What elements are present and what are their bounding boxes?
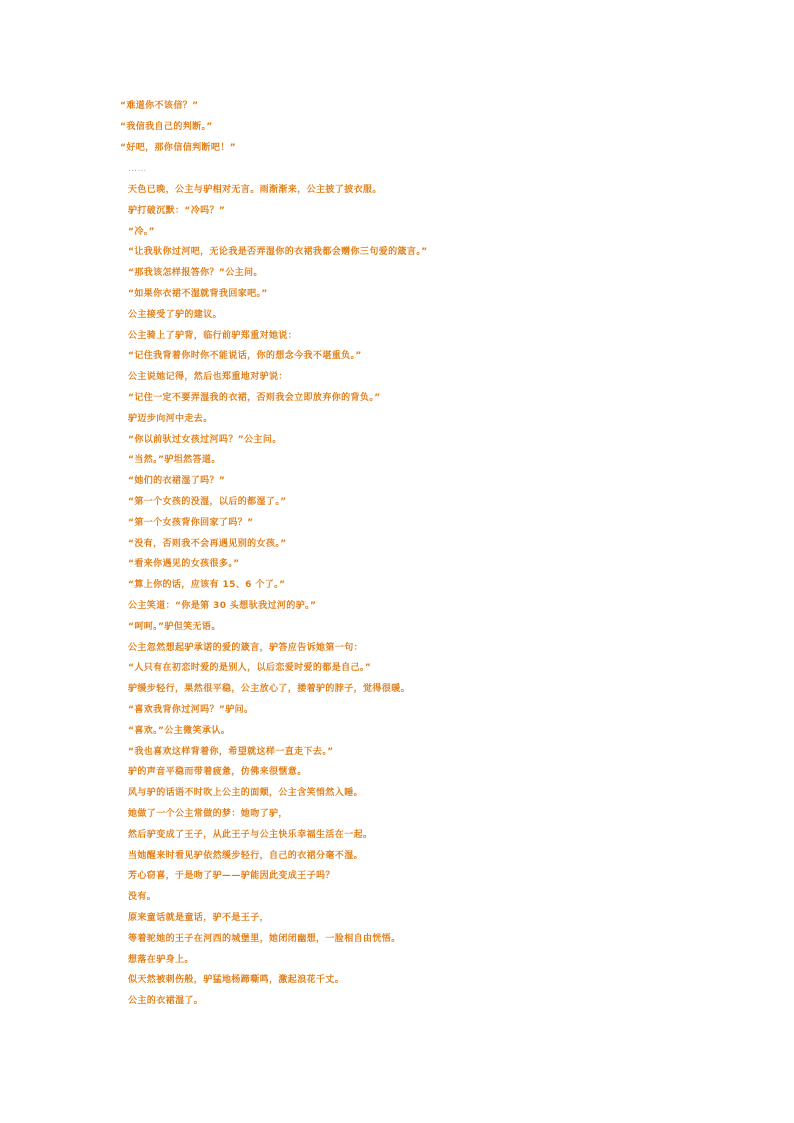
text-line: “那我该怎样报答你？”公主问。	[128, 268, 263, 278]
text-line: 她做了一个公主常做的梦：她吻了驴，	[128, 809, 288, 819]
text-line: “算上你的话，应该有 15、6 个了。”	[128, 580, 286, 590]
text-line: 公主说她记得，然后也郑重地对驴说：	[128, 372, 288, 382]
text-line: “喜欢。”公主微笑承认。	[128, 726, 231, 736]
text-line: “记住我背着你时你不能说话，你的想念今我不堪重负。”	[128, 351, 362, 361]
text-line: “她们的衣裙湿了吗？”	[128, 476, 226, 486]
text-line: 驴缓步轻行，果然很平稳，公主放心了，搂着驴的脖子，觉得很暖。	[128, 684, 411, 694]
text-line: 公主骑上了驴背，临行前驴郑重对她说：	[128, 331, 298, 341]
text-line: “我信我自己的判断。”	[120, 122, 213, 132]
ellipsis-line: ……	[128, 164, 147, 174]
text-line: “没有，否则我不会再遇见别的女孩。”	[128, 539, 287, 549]
text-line: “呵呵。”驴但笑无语。	[128, 622, 221, 632]
text-line: 想落在驴身上。	[128, 955, 194, 965]
text-line: 等着驼她的王子在河西的城堡里，她闭闭幽想，一脸相自由恍悟。	[128, 934, 401, 944]
text-line: 驴的声音平稳而带着疲惫，仿佛来很惬意。	[128, 767, 307, 777]
text-line: 原来童话就是童话，驴不是王子，	[128, 913, 270, 923]
text-line: “看来你遇见的女孩很多。”	[128, 559, 240, 569]
text-line: 芳心窃喜，于是吻了驴——驴能因此变成王子吗？	[128, 871, 335, 881]
text-line: “如果你衣裙不湿就背我回家吧。”	[128, 289, 268, 299]
text-line: 公主笑道：“你是第 30 头想驮我过河的驴。”	[128, 601, 317, 611]
text-line: 天色已晚，公主与驴相对无言。雨渐渐来，公主披了披衣服。	[128, 185, 382, 195]
text-line: 没有。	[128, 892, 157, 902]
text-line: “让我驮你过河吧，无论我是否弄湿你的衣裙我都会赠你三句爱的箴言。”	[128, 247, 428, 257]
text-line: 似天然被刺伤般，驴猛地杨蹄嘶鸣，激起浪花千丈。	[128, 975, 345, 985]
text-line: 当她醒来时看见驴依然缓步轻行，自己的衣裙分毫不湿。	[128, 851, 364, 861]
text-line: 公主接受了驴的建议。	[128, 310, 223, 320]
text-line: “第一个女孩背你回家了吗？”	[128, 518, 254, 528]
text-line: 驴迈步向河中走去。	[128, 414, 213, 424]
text-line: 风与驴的话语不时吹上公主的面颊，公主含笑悄然入睡。	[128, 788, 364, 798]
text-line: 驴打破沉默：“冷吗？”	[128, 206, 226, 216]
text-line: “难道你不该信？”	[120, 101, 199, 111]
text-line: “我也喜欢这样背着你，希望就这样一直走下去。”	[128, 747, 334, 757]
text-line: “冷。”	[128, 227, 155, 237]
text-line: “记住一定不要弄湿我的衣裙，否则我会立即放弃你的背负。”	[128, 393, 381, 403]
text-line: “好吧，那你信信判断吧！”	[120, 143, 237, 153]
text-line: “当然。”驴坦然答道。	[128, 455, 221, 465]
text-line: 然后驴变成了王子，从此王子与公主快乐幸福生活在一起。	[128, 830, 373, 840]
text-line: “喜欢我背你过河吗？”驴问。	[128, 705, 254, 715]
text-line: “第一个女孩的没湿，以后的都湿了。”	[128, 497, 287, 507]
text-line: “人只有在初恋时爱的是别人，以后恋爱时爱的都是自己。”	[128, 663, 372, 673]
text-line: 公主忽然想起驴承诺的爱的箴言，驴答应告诉她第一句：	[128, 643, 364, 653]
text-line: 公主的衣裙湿了。	[128, 996, 204, 1006]
text-line: “你以前驮过女孩过河吗？”公主问。	[128, 435, 282, 445]
